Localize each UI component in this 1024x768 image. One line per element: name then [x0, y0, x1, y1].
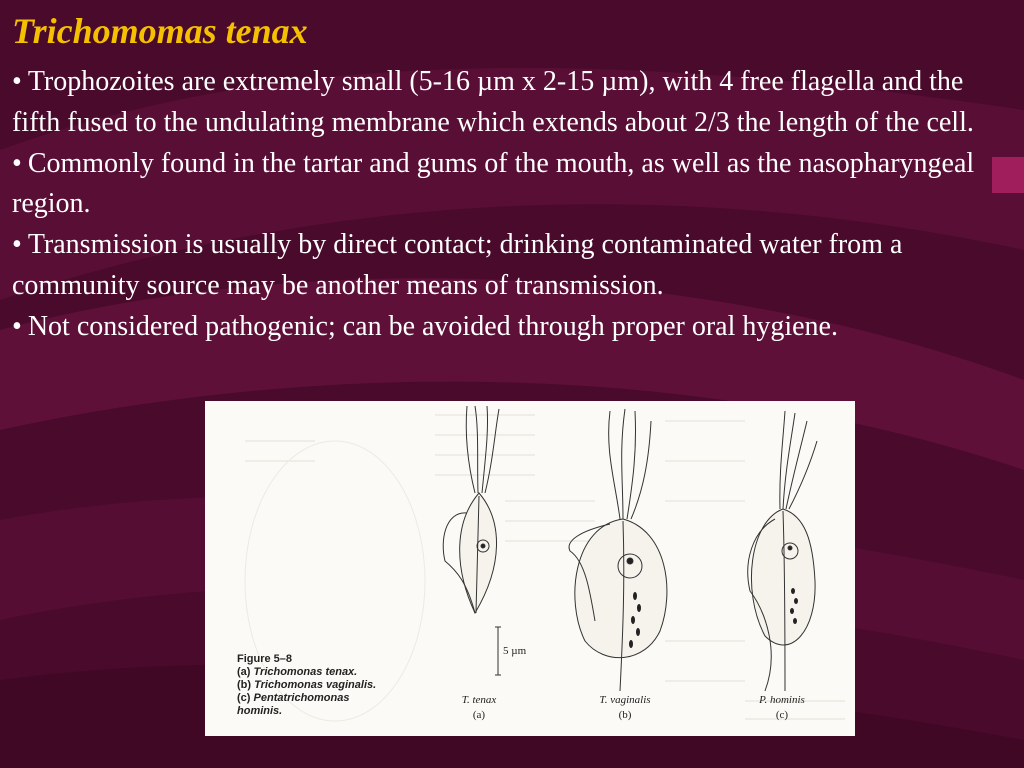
bullet-text: Not considered pathogenic; can be avoided through proper oral hygiene. [27, 310, 838, 342]
trichomonas-tenax-drawing [443, 406, 499, 613]
scale-label: 5 µm [503, 645, 527, 657]
caption-line: (a) Trichomonas tenax. [237, 666, 358, 678]
bullet-list [12, 62, 1012, 348]
bullet-icon: • [12, 66, 22, 97]
bullet-icon: • [12, 229, 22, 261]
trichomonas-figure [205, 401, 855, 736]
bullet-text: Transmission is usually by direct contact; drinking contaminated water from a community source may be another means of transmission. [12, 229, 903, 301]
organism-label-vaginalis: T. vaginalis [599, 694, 651, 706]
figure-caption [237, 653, 376, 718]
bullet-icon: • [12, 310, 22, 342]
bullet-item [12, 144, 1012, 226]
organism-letter-b: (b) [618, 709, 632, 721]
caption-line: hominis. [237, 705, 283, 717]
slide-title: Trichomomas tenax [12, 11, 308, 51]
scale-bar [495, 627, 501, 675]
pentatrichomonas-hominis-drawing [748, 411, 817, 691]
caption-line: (b) Trichomonas vaginalis. [237, 679, 377, 691]
bullet-item [12, 225, 1012, 307]
organism-letter-a: (a) [472, 709, 486, 721]
organism-label-hominis: P. hominis [759, 694, 805, 706]
bullet-item [12, 307, 1012, 348]
bullet-icon: • [12, 147, 22, 179]
organism-letter-c: (c) [775, 709, 789, 721]
bullet-text: Commonly found in the tartar and gums of the mouth, as well as the nasopharyngeal region. [12, 147, 975, 220]
organism-label-tenax: T. tenax [461, 694, 497, 706]
trichomonas-vaginalis-drawing [569, 409, 667, 691]
bullet-item [12, 62, 1012, 144]
caption-line: (c) Pentatrichomonas [237, 692, 350, 704]
figure-number: Figure 5–8 [237, 653, 293, 665]
bullet-text: Trophozoites are extremely small (5-16 µm x 2-15 µm), with 4 free flagella and the fifth fused to the undulating membrane which extends about 2/3 the length of the cell. [12, 66, 974, 138]
